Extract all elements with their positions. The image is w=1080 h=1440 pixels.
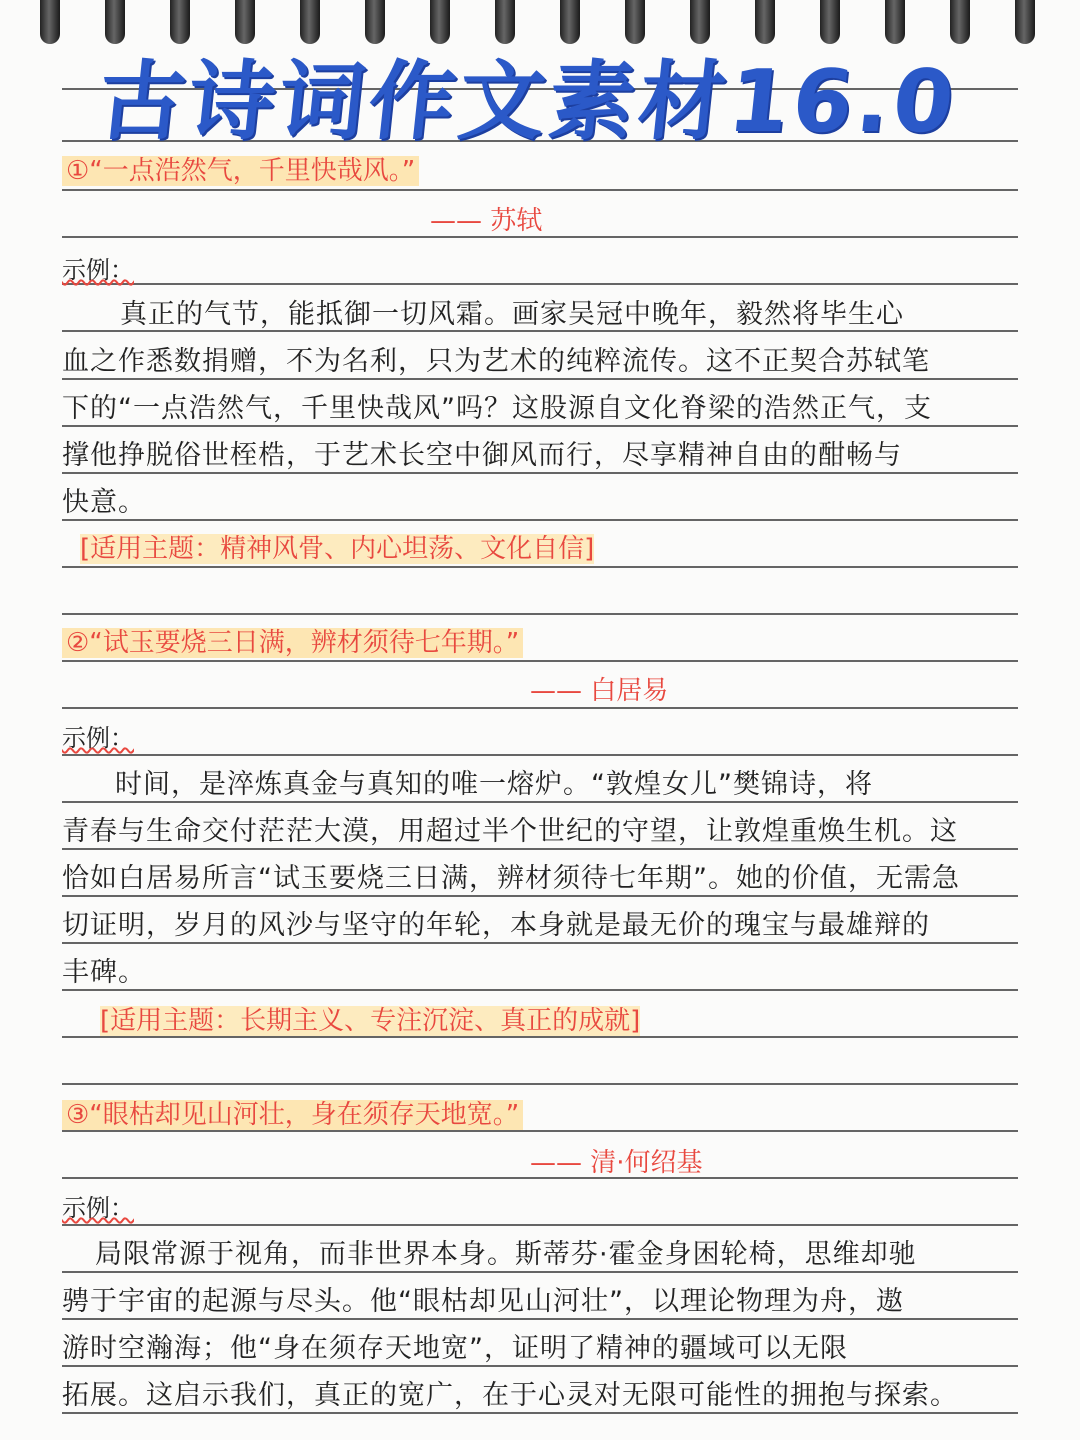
entry-1-body-line: 快意。 — [62, 487, 146, 518]
entry-2-theme: [适用主题：长期主义、专注沉淀、真正的成就] — [100, 1006, 641, 1036]
entry-1-body-line: 下的“一点浩然气，千里快哉风”吗？这股源自文化脊梁的浩然正气，支 — [62, 393, 932, 424]
entry-3-example-label: 示例： — [62, 1194, 134, 1222]
entry-3-body-line: 局限常源于视角，而非世界本身。斯蒂芬·霍金身困轮椅，思维却驰 — [95, 1239, 917, 1270]
entry-2-body-line: 时间，是淬炼真金与真知的唯一熔炉。“敦煌女儿”樊锦诗，将 — [115, 769, 873, 800]
entry-2-body-line: 恰如白居易所言“试玉要烧三日满，辨材须待七年期”。她的价值，无需急 — [62, 863, 960, 894]
entry-1-quote: ①“一点浩然气，千里快哉风。” — [62, 150, 419, 187]
entry-1-author: —— 苏轼 — [430, 206, 543, 236]
entry-1-body-line: 真正的气节，能抵御一切风霜。画家吴冠中晚年，毅然将毕生心 — [120, 299, 904, 330]
page-title: 古诗词作文素材16.0 — [93, 52, 963, 152]
entry-2-body-line: 丰碑。 — [62, 957, 146, 988]
entry-3-body-line: 游时空瀚海；他“身在须存天地宽”，证明了精神的疆域可以无限 — [62, 1333, 848, 1364]
entry-2-author: —— 白居易 — [530, 676, 669, 706]
entry-2-quote: ②“试玉要烧三日满，辨材须待七年期。” — [62, 622, 523, 659]
entry-1-example-label: 示例： — [62, 256, 134, 284]
entry-1-theme: [适用主题：精神风骨、内心坦荡、文化自信] — [80, 534, 595, 564]
entry-2-body-line: 切证明，岁月的风沙与坚守的年轮，本身就是最无价的瑰宝与最雄辩的 — [62, 910, 930, 941]
entry-2-body-line: 青春与生命交付茫茫大漠，用超过半个世纪的守望，让敦煌重焕生机。这 — [62, 816, 958, 847]
entry-3-body-line: 拓展。这启示我们，真正的宽广，在于心灵对无限可能性的拥抱与探索。 — [62, 1380, 958, 1411]
entry-2-example-label: 示例： — [62, 724, 134, 752]
entry-3-quote: ③“眼枯却见山河壮，身在须存天地宽。” — [62, 1094, 523, 1131]
entry-1-body-line: 血之作悉数捐赠，不为名利，只为艺术的纯粹流传。这不正契合苏轼笔 — [62, 346, 930, 377]
entry-3-body-line: 骋于宇宙的起源与尽头。他“眼枯却见山河壮”，以理论物理为舟，遨 — [62, 1286, 904, 1317]
entry-3-author: —— 清·何绍基 — [530, 1148, 703, 1178]
entry-1-body-line: 撑他挣脱俗世桎梏，于艺术长空中御风而行，尽享精神自由的酣畅与 — [62, 440, 902, 471]
